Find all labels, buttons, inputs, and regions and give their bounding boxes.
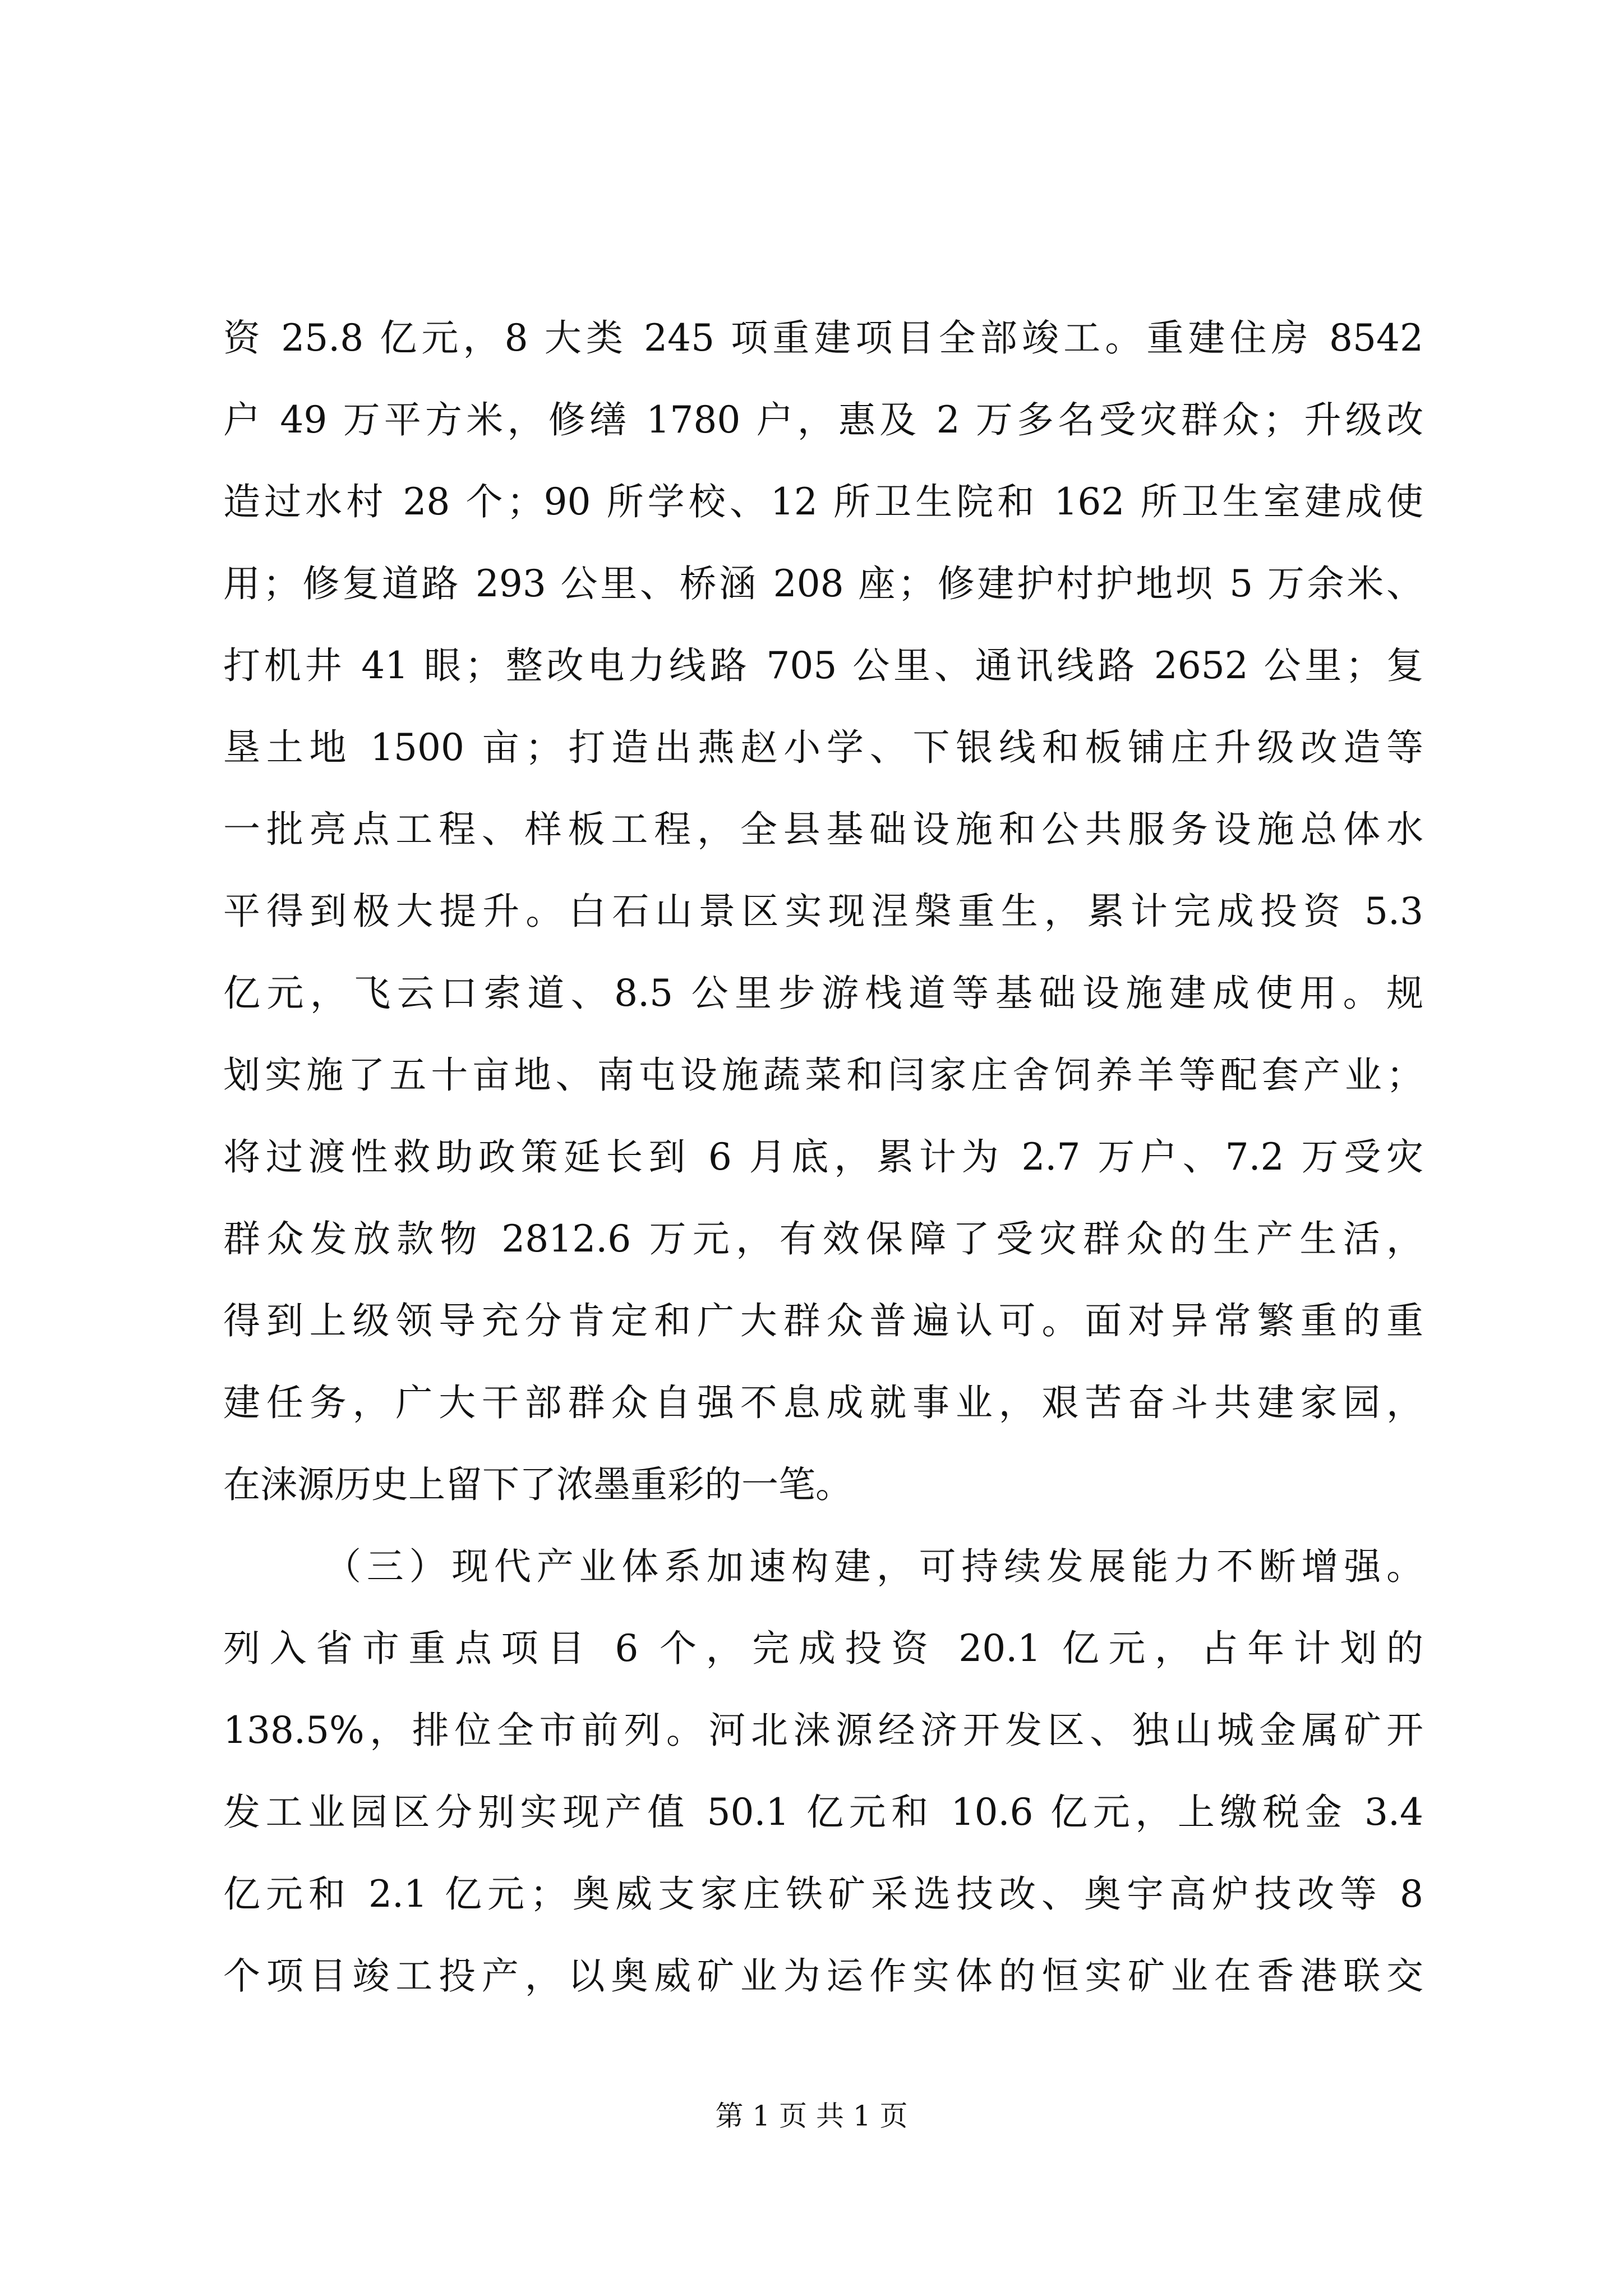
text-line: 138.5%，排位全市前列。河北涞源经济开发区、独山城金属矿开 (223, 1709, 1423, 1752)
text-line: 列入省市重点项目 6 个，完成投资 20.1 亿元，占年计划的 (223, 1627, 1423, 1670)
text-line: 垦土地 1500 亩；打造出燕赵小学、下银线和板铺庄升级改造等 (223, 726, 1423, 769)
page-footer (0, 2099, 1623, 2133)
section-heading-line: （三）现代产业体系加速构建，可持续发展能力不断增强。 (324, 1545, 1423, 1588)
text-line: 划实施了五十亩地、南屯设施蔬菜和闫家庄舍饲养羊等配套产业； (223, 1053, 1423, 1097)
text-line: 一批亮点工程、样板工程，全县基础设施和公共服务设施总体水 (223, 808, 1423, 851)
text-line: 亿元，飞云口索道、8.5 公里步游栈道等基础设施建成使用。规 (223, 972, 1423, 1015)
text-line: 将过渡性救助政策延长到 6 月底，累计为 2.7 万户、7.2 万受灾 (223, 1135, 1423, 1179)
page-number: 第 1 页 共 1 页 (715, 2100, 908, 2132)
text-line: 造过水村 28 个；90 所学校、12 所卫生院和 162 所卫生室建成使 (223, 480, 1423, 523)
text-line: 平得到极大提升。白石山景区实现涅槃重生，累计完成投资 5.3 (223, 890, 1423, 933)
paragraph-end-line: 在涞源历史上留下了浓墨重彩的一笔。 (223, 1463, 852, 1506)
text-line: 用；修复道路 293 公里、桥涵 208 座；修建护村护地坝 5 万余米、 (223, 562, 1423, 605)
text-line: 建任务，广大干部群众自强不息成就事业，艰苦奋斗共建家园， (223, 1381, 1423, 1424)
text-line: 得到上级领导充分肯定和广大群众普遍认可。面对异常繁重的重 (223, 1299, 1423, 1342)
text-line: 亿元和 2.1 亿元；奥威支家庄铁矿采选技改、奥宇高炉技改等 8 (223, 1872, 1423, 1916)
document-body (223, 297, 1423, 2017)
text-line: 个项目竣工投产，以奥威矿业为运作实体的恒实矿业在香港联交 (223, 1954, 1423, 1998)
text-line: 群众发放款物 2812.6 万元，有效保障了受灾群众的生产生活， (223, 1217, 1423, 1260)
text-line: 资 25.8 亿元，8 大类 245 项重建项目全部竣工。重建住房 8542 (223, 316, 1423, 360)
text-line: 发工业园区分别实现产值 50.1 亿元和 10.6 亿元，上缴税金 3.4 (223, 1791, 1423, 1834)
text-line: 户 49 万平方米，修缮 1780 户，惠及 2 万多名受灾群众；升级改 (223, 398, 1423, 441)
text-line: 打机井 41 眼；整改电力线路 705 公里、通讯线路 2652 公里；复 (223, 644, 1423, 687)
